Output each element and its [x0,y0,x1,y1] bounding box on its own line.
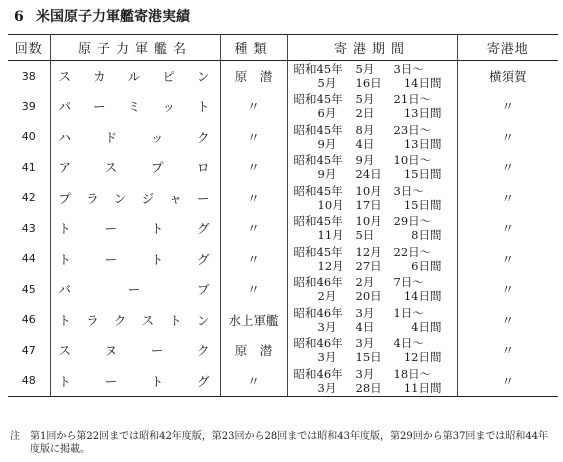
period-start-part: 3月 [355,336,375,351]
ship-name-char: ト [58,221,72,237]
period-start-part: 3月 [355,366,375,381]
period-end-part: 13日間 [403,136,442,151]
period-start-part: 29日～ [393,214,432,229]
cell-ship-name [50,91,220,122]
period-start-part: 8月 [355,122,375,137]
cell-period [287,152,457,183]
ship-name-char: ト [58,251,72,267]
cell-period [287,305,457,336]
header-period: 寄港期間 [287,35,457,61]
cell-number: 40 [8,122,50,153]
ship-name-char: ッ [162,99,175,115]
ship-name-char: ス [141,312,155,328]
cell-number: 47 [8,335,50,366]
table-row [8,152,558,183]
ship-name-char: ン [196,69,210,84]
cell-port: 〃 [501,129,514,145]
cell-port: 〃 [501,251,514,267]
period-start-part: 22日～ [393,244,432,259]
cell-number: 44 [8,244,50,275]
cell-period [287,61,457,92]
ship-name-char: カ [93,69,106,84]
section-number: 6 [14,9,24,25]
ship-name-char: ス [58,343,72,359]
cell-ship-name [50,366,220,397]
ship-name-char: ー [104,251,118,267]
period-end-part: 28日 [355,380,382,395]
table-row [8,91,558,122]
cell-ship-name [50,274,220,305]
period-start-part: 昭和46年 [293,275,343,290]
ship-name-char: ブ [196,282,210,298]
period-end-part: 11日間 [403,380,442,395]
ship-name-char: ン [113,190,127,206]
ship-name-char: バ [58,282,72,298]
cell-port: 〃 [457,366,558,397]
cell-period [287,274,457,305]
ship-name-char: ー [104,373,118,389]
period-start-part: 昭和45年 [293,244,343,259]
period-start-part: 昭和45年 [293,153,343,168]
ship-name-char: ト [58,312,72,328]
ship-name-char: ャ [169,190,182,206]
cell-type: 〃 [220,152,287,183]
ship-name-char: プ [150,160,164,176]
cell-ship-name [50,335,220,366]
period-start-part: 1日～ [393,305,424,320]
period-end-part: 2月 [317,289,337,304]
period-end-part: 9月 [317,136,337,151]
period-start-part: 18日～ [393,366,432,381]
cell-number: 45 [8,274,50,305]
cell-number: 43 [8,213,50,244]
cell-type: 〃 [220,183,287,214]
period-start-part: 昭和46年 [293,336,343,351]
ship-name-char: ト [169,312,182,328]
period-end-part: 24日 [355,167,382,182]
title-text: 米国原子力軍艦寄港実績 [36,9,190,25]
cell-port: 〃 [501,190,514,206]
period-end-part: 15日間 [403,197,442,212]
ship-name-char: ク [196,129,210,145]
table-row [8,335,558,366]
table-row [8,122,558,153]
period-end-part: 10月 [317,197,344,212]
cell-ship-name [50,244,220,275]
cell-number: 42 [8,183,50,214]
period-end-part: 12日間 [403,350,442,365]
cell-ship-name [50,122,220,153]
period-end-part: 4日 [355,319,375,334]
table-header-row [8,35,558,61]
cell-type: 〃 [220,122,287,153]
period-end-part: 15日 [355,350,382,365]
header-count: 回数 [8,35,50,61]
period-start-part: 12月 [355,244,382,259]
ship-name-char: ト [196,99,210,115]
ship-name-char: ヌ [104,343,118,359]
period-end-part: 14日間 [403,289,442,304]
period-end-part: 14日間 [403,76,442,90]
cell-number: 39 [8,91,50,122]
ship-name-char: ロ [196,160,210,176]
ship-name-char: グ [196,221,210,237]
ship-name-char: ー [150,343,164,359]
period-start-part: 3日～ [393,62,424,76]
ship-name-char: ド [104,129,118,145]
ship-name-char: ッ [150,129,164,145]
ship-name-char: ラ [86,312,99,328]
cell-period [287,366,457,397]
period-start-part: 10日～ [393,153,432,168]
ship-name-char: ー [127,282,141,298]
period-start-part: 4日～ [393,336,424,351]
port-call-table [8,34,558,397]
period-end-part: 20日 [355,289,382,304]
cell-type: 原 潜 [220,61,287,92]
period-end-part: 3月 [317,380,337,395]
period-end-part: 8日間 [411,228,442,243]
cell-period [287,183,457,214]
period-end-part: 9月 [317,167,337,182]
ship-name-char: ン [196,312,210,328]
period-end-part: 6日間 [411,258,442,273]
cell-type: 水上軍艦 [220,305,287,336]
ship-name-char: ア [58,160,72,176]
period-start-part: 昭和45年 [293,122,343,137]
period-start-part: 3月 [355,305,375,320]
period-end-part: 6月 [317,106,337,121]
period-start-part: 7日～ [393,275,424,290]
ship-name-char: ス [58,69,72,84]
cell-port: 〃 [501,99,514,115]
table-row [8,213,558,244]
table-row [8,244,558,275]
ship-name-char: ル [127,69,141,84]
ship-name-char: ミ [127,99,141,115]
table-row [8,61,558,92]
period-end-part: 13日間 [403,106,442,121]
header-port: 寄港地 [457,35,558,61]
ship-name-char: グ [196,373,210,389]
period-start-part: 昭和45年 [293,214,343,229]
period-end-part: 3月 [317,319,337,334]
ship-name-char: ト [150,373,164,389]
cell-type: 〃 [220,91,287,122]
header-ship-name: 原子力軍艦名 [50,35,220,61]
period-start-part: 9月 [355,153,375,168]
ship-name-char: ピ [162,69,175,84]
cell-port: 〃 [501,221,514,237]
period-start-part: 昭和46年 [293,305,343,320]
ship-name-char: ー [196,190,210,206]
period-end-part: 3月 [317,350,337,365]
footnote-mark: 注 [10,431,20,442]
cell-type: 原 潜 [220,335,287,366]
period-end-part: 4日間 [411,319,442,334]
period-start-part: 昭和45年 [293,92,343,107]
cell-type: 〃 [220,366,287,397]
period-end-part: 27日 [355,258,382,273]
period-end-part: 11月 [317,228,344,243]
period-start-part: 昭和45年 [293,62,343,76]
ship-name-char: ク [113,312,127,328]
period-start-part: 5月 [355,62,375,76]
table-row [8,183,558,214]
ship-name-char: グ [196,251,210,267]
period-end-part: 4日 [355,136,375,151]
cell-period [287,122,457,153]
cell-ship-name [50,183,220,214]
header-type: 種類 [220,35,287,61]
cell-port: 〃 [501,312,514,328]
ship-name-char: ー [104,221,118,237]
period-start-part: 10月 [355,214,382,229]
ship-name-char: ト [150,221,164,237]
ship-name-char: ク [196,343,210,359]
period-end-part: 16日 [355,76,382,90]
ship-name-char: ト [150,251,164,267]
period-start-part: 3日～ [393,183,424,198]
table-row [8,366,558,397]
table-title [14,6,190,26]
ship-name-char: ト [58,373,72,389]
cell-period [287,213,457,244]
cell-port: 〃 [501,343,514,359]
ship-name-char: ジ [141,190,155,206]
footnote [10,430,555,456]
period-start-part: 昭和46年 [293,366,343,381]
cell-number: 41 [8,152,50,183]
ship-name-char: パ [58,99,72,115]
table-row [8,274,558,305]
cell-period [287,244,457,275]
cell-ship-name [50,213,220,244]
cell-ship-name [50,305,220,336]
cell-type: 〃 [220,244,287,275]
cell-number: 48 [8,366,50,397]
period-end-part: 17日 [355,197,382,212]
period-end-part: 5日 [355,228,375,243]
period-start-part: 23日～ [393,122,432,137]
cell-port: 〃 [501,282,514,298]
ship-name-char: ラ [86,190,99,206]
cell-type: 〃 [220,213,287,244]
cell-ship-name [50,152,220,183]
cell-period [287,91,457,122]
footnote-text: 第1回から第22回までは昭和42年度版，第23回から28回までは昭和43年度版，第29回から第37回までは昭和44年度版に掲載。 [30,431,549,455]
ship-name-char: ー [93,99,106,115]
cell-ship-name [50,61,220,92]
period-end-part: 5月 [317,76,337,90]
period-start-part: 10月 [355,183,382,198]
cell-port: 横須賀 [488,69,527,84]
period-start-part: 5月 [355,92,375,107]
period-start-part: 2月 [355,275,375,290]
period-start-part: 21日～ [393,92,432,107]
ship-name-char: プ [58,190,72,206]
ship-name-char: ハ [58,129,72,145]
ship-name-char: ス [104,160,118,176]
cell-type: 〃 [220,274,287,305]
cell-port: 〃 [501,160,514,176]
period-end-part: 2日 [355,106,375,121]
cell-period [287,335,457,366]
period-start-part: 昭和45年 [293,183,343,198]
period-end-part: 15日間 [403,167,442,182]
table-row [8,305,558,336]
period-end-part: 12月 [317,258,344,273]
cell-number: 38 [8,61,50,92]
cell-number: 46 [8,305,50,336]
